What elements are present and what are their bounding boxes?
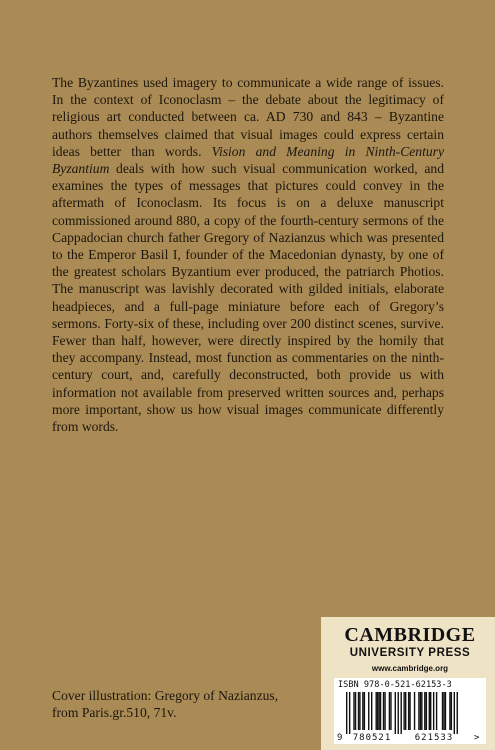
barcode-bar — [418, 692, 419, 730]
barcode-bar — [420, 692, 421, 730]
barcode-digits-left: 780521 — [352, 733, 392, 743]
barcode-bar — [445, 692, 446, 730]
barcode-bar — [401, 692, 402, 734]
barcode-bar — [421, 692, 422, 730]
barcode-quiet-mark: > — [474, 733, 480, 743]
publisher-logo-subtitle: UNIVERSITY PRESS — [349, 647, 471, 659]
barcode-bar — [426, 692, 427, 730]
barcode-bar — [433, 692, 434, 730]
barcode-bar — [403, 692, 404, 730]
barcode-bar — [378, 692, 379, 730]
barcode-bar — [398, 692, 399, 734]
barcode-bar — [457, 692, 458, 734]
barcode-bar — [376, 692, 377, 730]
barcode-bar — [362, 692, 363, 730]
blurb-text-1: The Byzantines used imagery to communicate a wide range of issues. In the context of Iconoclasm – the debate about the legitimacy of religious art conducted between ca. AD 730 and 843 – Byzantine authors themselves claimed that visual images could express certain ideas better than words. — [52, 75, 444, 159]
credit-line-1: Cover illustration: Gregory of Nazianzus, — [52, 688, 279, 703]
barcode-bar — [371, 692, 372, 730]
barcode-bar — [358, 692, 359, 730]
barcode-digits-right: 621533 — [414, 733, 454, 743]
barcode-bar — [449, 692, 450, 730]
barcode-bar — [377, 692, 378, 730]
barcode-bar — [368, 692, 369, 730]
barcode-bar — [414, 692, 415, 730]
barcode-digit-first: 9 — [337, 733, 343, 743]
publisher-url: www.cambridge.org — [371, 664, 449, 673]
barcode-bar — [443, 692, 444, 730]
book-title-italic: Vision and Meaning in Ninth-Century Byzantium — [52, 143, 444, 177]
barcode-graphic — [334, 678, 486, 744]
credit-line-2: from Paris.gr.510, 71v. — [52, 705, 177, 721]
isbn-barcode — [334, 678, 486, 744]
barcode-bar — [359, 692, 360, 730]
barcode-bar — [383, 692, 384, 730]
barcode-bar — [409, 692, 410, 730]
barcode-bar — [395, 692, 396, 734]
blurb-text-2: deals with how such visual communication worked, and examines the types of messages that pictures could convey in the aftermath of Iconoclasm. Its focus is on a deluxe manuscript commissioned around 880, a copy of the fourth-century sermons of the Cappadocian church father Gregory of Nazianzus which was presented to the Emperor Basil I, founder of the Macedonian dynasty, by one of the greatest scholars Byzantium ever produced, the patriarch Photios. The manuscript was lavishly decorated with gilded initials, elaborate headpieces, and a full-page miniature before each of Gregory’s sermons. Forty-six of these, including over 200 distinct scenes, survive. Fewer than half, however, were directly inspired by the homily that they accompany. Instead, most function as commentaries on the ninth-century court, and, carefully deconstructed, both provide us with information not available from preserved written sources and, perhaps more important, show us how visual images communicate differently from words. — [52, 161, 444, 435]
barcode-bar — [442, 692, 443, 730]
barcode-bar — [346, 692, 347, 734]
barcode-bar — [429, 692, 430, 730]
barcode-bar — [436, 692, 437, 730]
barcode-bar — [424, 692, 425, 730]
barcode-bar — [364, 692, 365, 730]
barcode-bar — [408, 692, 409, 730]
publisher-logo-name: CAMBRIDGE — [344, 624, 476, 646]
barcode-bar — [405, 692, 406, 730]
barcode-bar — [454, 692, 455, 734]
barcode-bar — [451, 692, 452, 730]
barcode-bar — [384, 692, 385, 730]
barcode-bar — [390, 692, 391, 730]
cover-illustration-credit — [52, 687, 278, 721]
barcode-bar — [353, 692, 354, 730]
barcode-bar — [355, 692, 356, 730]
publisher-panel — [321, 617, 495, 750]
barcode-bar — [389, 692, 390, 730]
barcode-bar — [430, 692, 431, 730]
barcode-bar — [349, 692, 350, 734]
back-cover-blurb — [52, 74, 444, 435]
isbn-label: ISBN 978-0-521-62153-3 — [338, 680, 452, 690]
barcode-bar — [380, 692, 381, 730]
